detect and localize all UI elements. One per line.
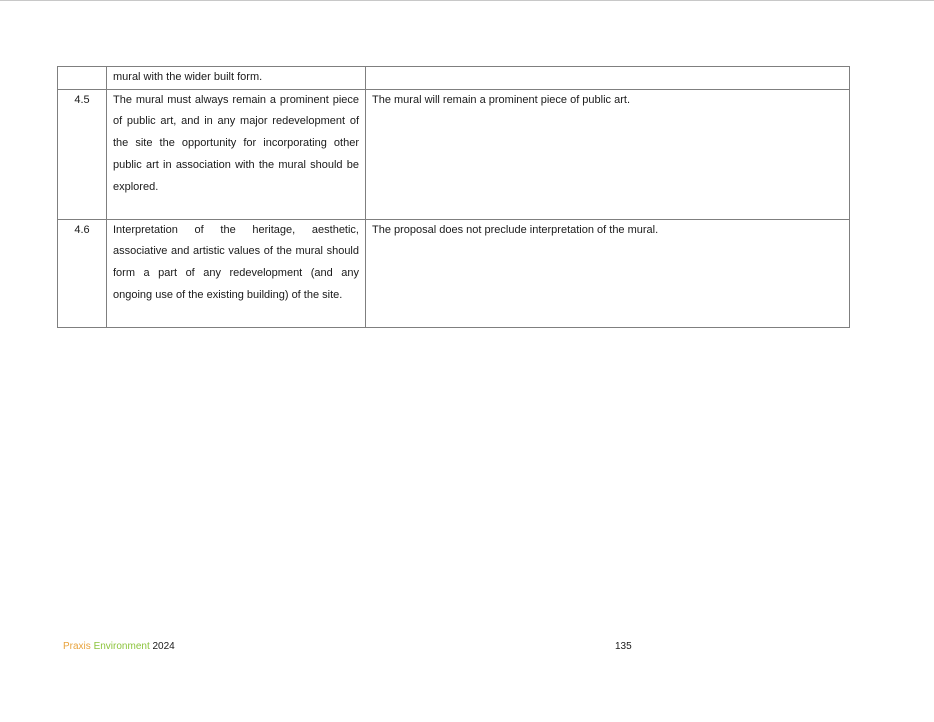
response-cell: The mural will remain a prominent piece of public art. [366, 89, 850, 219]
item-number-cell: 4.5 [58, 89, 107, 219]
footer-brand-praxis: Praxis [63, 641, 91, 652]
item-number-cell: 4.6 [58, 219, 107, 327]
requirement-cell: The mural must always remain a prominent piece of public art, and in any major redevelopment of the site the opportunity for incorporating other public art in association with the mural should be explored. [107, 89, 366, 219]
table-row [58, 67, 850, 90]
page-top-rule [0, 0, 934, 1]
page-number: 135 [615, 641, 632, 652]
response-cell [366, 67, 850, 90]
footer-brand-environment: Environment [93, 641, 150, 652]
policy-response-table [57, 66, 850, 328]
table-row [58, 219, 850, 327]
footer-year: 2024 [152, 641, 175, 652]
requirement-cell: mural with the wider built form. [107, 67, 366, 90]
footer-brand [63, 641, 175, 653]
response-cell: The proposal does not preclude interpretation of the mural. [366, 219, 850, 327]
item-number-cell [58, 67, 107, 90]
requirement-cell: Interpretation of the heritage, aesthetic, associative and artistic values of the mural should form a part of any redevelopment (and any ongoing use of the existing building) of the site. [107, 219, 366, 327]
table-row [58, 89, 850, 219]
